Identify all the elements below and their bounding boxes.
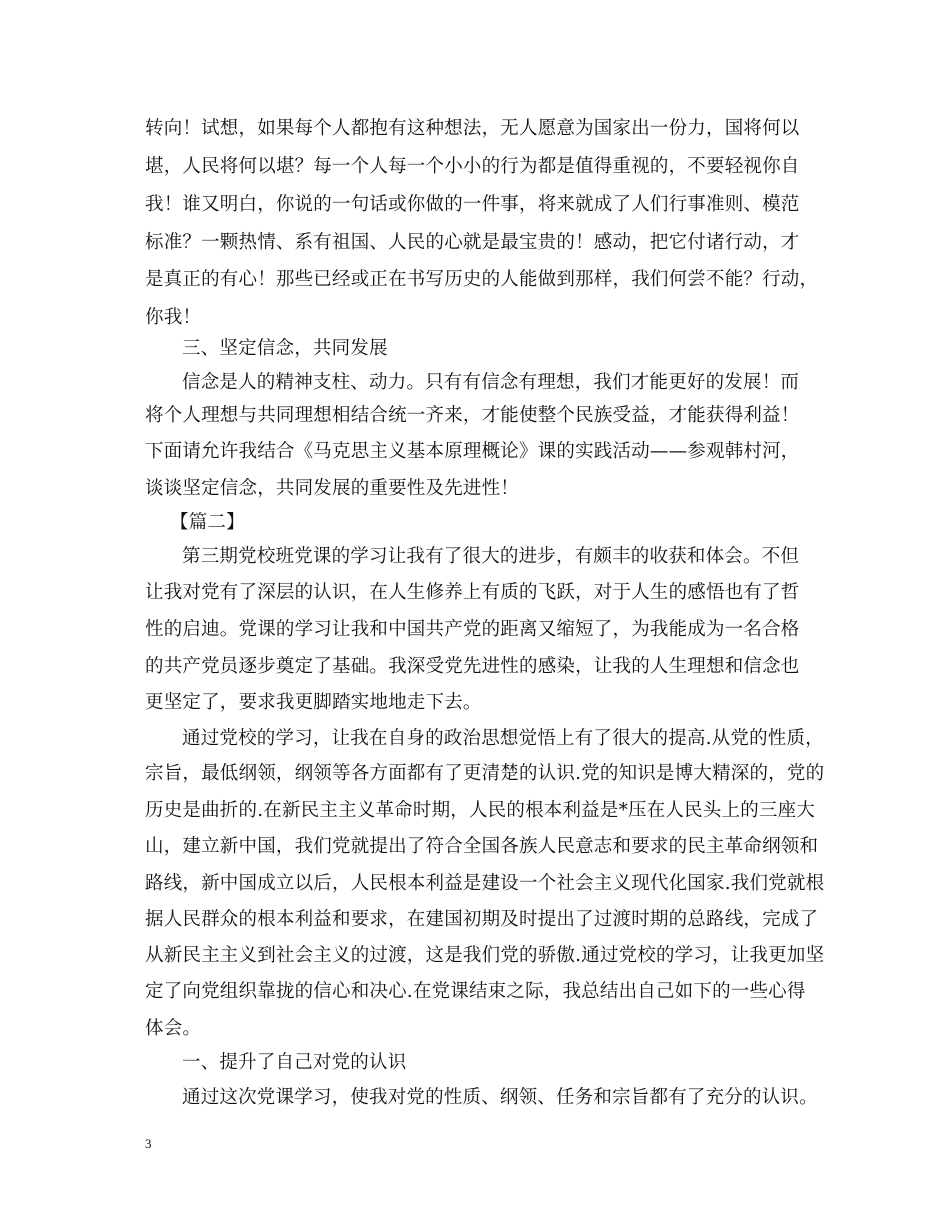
text-line: 宗旨，最低纲领，纲领等各方面都有了更清楚的认识.党的知识是博大精深的，党的	[145, 763, 825, 784]
text-line: 山，建立新中国，我们党就提出了符合全国各族人民意志和要求的民主革命纲领和	[145, 836, 819, 857]
text-line: 性的启迪。党课的学习让我和中国共产党的距离又缩短了，为我能成为一名合格	[145, 619, 800, 640]
text-line: 通过这次党课学习，使我对党的性质、纲领、任务和宗旨都有了充分的认识。	[182, 1087, 818, 1108]
section-heading: 【篇二】	[170, 512, 245, 533]
section-heading: 三、坚定信念，共同发展	[182, 338, 388, 359]
text-line: 体会。	[145, 1018, 202, 1039]
text-line: 转向！试想，如果每个人都抱有这种想法，无人愿意为国家出一份力，国将何以	[145, 118, 800, 139]
text-line: 据人民群众的根本利益和要求，在建国初期及时提出了过渡时期的总路线，完成了	[145, 909, 819, 930]
text-line: 的共产党员逐步奠定了基础。我深受党先进性的感染，让我的人生理想和信念也	[145, 656, 800, 677]
text-line: 从新民主主义到社会主义的过渡，这是我们党的骄傲.通过党校的学习，让我更加坚	[145, 945, 825, 966]
text-line: 让我对党有了深层的认识，在人生修养上有质的飞跃，对于人生的感悟也有了哲	[145, 582, 800, 603]
text-line: 将个人理想与共同理想相结合统一齐来，才能使整个民族受益，才能获得利益！	[145, 405, 800, 426]
text-line: 我！谁又明白，你说的一句话或你做的一件事，将来就成了人们行事准则、模范	[145, 194, 800, 215]
text-line: 路线，新中国成立以后，人民根本利益是建设一个社会主义现代化国家.我们党就根	[145, 873, 825, 894]
text-line: 你我！	[145, 307, 202, 328]
text-line: 标准？一颗热情、系有祖国、人民的心就是最宝贵的！感动，把它付诸行动，才	[145, 232, 800, 253]
text-line: 通过党校的学习，让我在自身的政治思想觉悟上有了很大的提高.从党的性质，	[182, 728, 824, 749]
text-line: 定了向党组织靠拢的信心和决心.在党课结束之际，我总结出自己如下的一些心得	[145, 981, 806, 1002]
text-line: 谈谈坚定信念，共同发展的重要性及先进性！	[145, 478, 520, 499]
text-line: 信念是人的精神支柱、动力。只有有信念有理想，我们才能更好的发展！而	[182, 372, 800, 393]
text-line: 是真正的有心！那些已经或正在书写历史的人能做到那样，我们何尝不能？行动，	[145, 269, 819, 290]
text-line: 历史是曲折的.在新民主主义革命时期，人民的根本利益是*压在人民头上的三座大	[145, 800, 816, 821]
text-line: 堪，人民将何以堪？每一个人每一个小小的行为都是值得重视的，不要轻视你自	[145, 156, 800, 177]
page-number: 3	[145, 1136, 152, 1151]
text-line: 更坚定了，要求我更脚踏实地地走下去。	[145, 692, 482, 713]
section-heading: 一、提升了自己对党的认识	[182, 1052, 407, 1073]
text-line: 第三期党校班党课的学习让我有了很大的进步，有颇丰的收获和体会。不但	[182, 546, 800, 567]
text-line: 下面请允许我结合《马克思主义基本原理概论》课的实践活动——参观韩村河，	[145, 441, 800, 462]
